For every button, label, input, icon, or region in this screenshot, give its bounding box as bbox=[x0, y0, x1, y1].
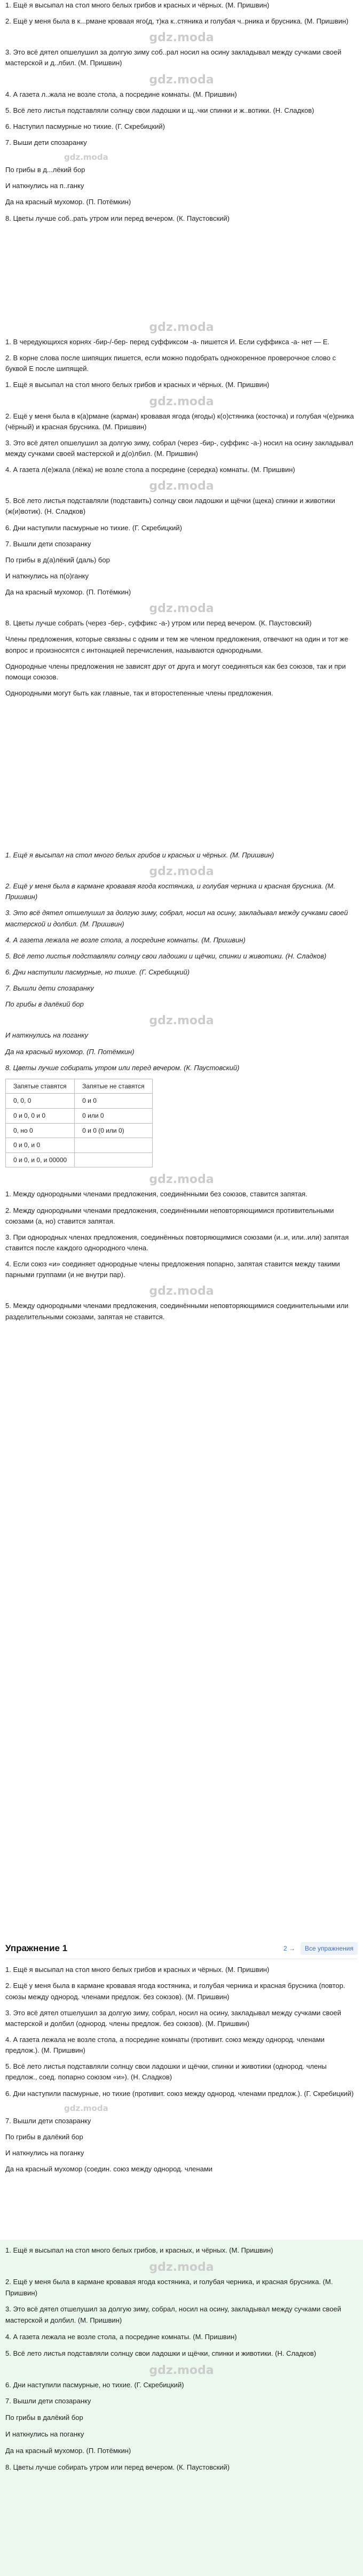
sentence-6: 6. Дни наступили пасмурные но тихие. (Г. Скребицкий) bbox=[5, 523, 182, 532]
sentence-1: 1. Ещё я высыпал на стол много белых грибов, и красных, и чёрных. (М. Пришвин) bbox=[5, 2246, 273, 2254]
poem-line-1: 7. Вышли дети спозаранку bbox=[5, 2397, 91, 2405]
sentence-1: 1. Ещё я высыпал на стол много белых грибов и красных и чёрных. (М. Пришвин) bbox=[5, 1966, 270, 1974]
sentence-5: 5. Всё лето листья подставляли солнцу свои ладошки и щ..чки спинки и ж..вотики. (Н. Сладков) bbox=[5, 106, 314, 114]
poem-line-2: По грибы в д...лёкий бор bbox=[5, 166, 85, 174]
sentence-3: 3. Это всё дятел опшелушил за долгую зиму соб..рал носил на осину закладывал между сучками своей мастерской и д..лбил. (М. Пришвин) bbox=[5, 48, 342, 67]
sentence-6: 6. Дни наступили пасмурные, но тихие. (Г. Скребицкий) bbox=[5, 968, 190, 976]
sentence-4: 4. А газета л..жала не возле стола, а посредине комнаты. (М. Пришвин) bbox=[5, 90, 237, 98]
poem-line-2: По грибы в далёкий бор bbox=[5, 2413, 83, 2422]
comma-rules-table bbox=[5, 1079, 153, 1168]
poem-line-3: И наткнулись на п..ганку bbox=[5, 182, 84, 190]
sentence-8: 8. Цветы лучше собрать (через -бер-, суффикс -а-) утром или перед вечером. (К. Паустовский) bbox=[5, 619, 312, 628]
watermark: gdz.moda bbox=[149, 865, 214, 879]
sentence-6: 6. Наступил пасмурные но тихие. (Г. Скребицкий) bbox=[5, 122, 165, 130]
rule-4: 4. Если союз «и» соединяет однородные члены предложения попарно, запятая ставится между такими парными группами (и не внутри пар). bbox=[5, 1260, 340, 1279]
poem-line-1: 7. Вышли дети спозаранку bbox=[5, 539, 91, 548]
poem-line-1: 7. Вышли дети спозаранку bbox=[5, 984, 94, 993]
table-cell: 0 и 0 bbox=[75, 1094, 152, 1109]
poem-line-4: Да на красный мухомор. (П. Потёмкин) bbox=[5, 588, 131, 597]
watermark: gdz.moda bbox=[149, 73, 214, 87]
sentence-4: 4. А газета л(е)жала (лёжа) не возле стола а посредине (середка) комнаты. (М. Пришвин) bbox=[5, 466, 295, 474]
poem-line-4: Да на красный мухомор. (П. Потёмкин) bbox=[5, 2446, 131, 2455]
table-row bbox=[6, 1152, 153, 1167]
poem-line-4: Да на красный мухомор (соедин. союз между однород. членами bbox=[5, 2165, 213, 2173]
highlighted-answer bbox=[0, 2240, 363, 2576]
sentence-2: 2. Ещё у меня была в кармане кровавая ягода костяника, и голубая черника, и красная брусника. (М. Пришвин) bbox=[5, 2277, 333, 2297]
all-exercises-button[interactable]: Все упражнения bbox=[301, 1942, 358, 1955]
sentence-8: 8. Цветы лучше соб..рать утром или перед вечером. (К. Паустовский) bbox=[5, 214, 230, 222]
sentence-2: 2. Ещё у меня была в к...рмане кроваая яго(д, т)ка к..стяника и голубая ч..рника и брусника. (М. Пришвин) bbox=[5, 17, 349, 26]
table-cell: 0, но 0 bbox=[6, 1123, 75, 1138]
table-cell: 0 и 0 (0 или 0) bbox=[75, 1123, 152, 1138]
sentence-4: 4. А газета лежала не возле стола, а посредине комнаты. (М. Пришвин) bbox=[5, 935, 246, 944]
table-cell bbox=[75, 1152, 152, 1167]
table-cell: 0 и 0, и 0 bbox=[6, 1138, 75, 1153]
rule-5: 5. Между однородными членами предложения, соединёнными неповторяющимися соединительными или разделительными союзами, запятая не ставится. bbox=[5, 1302, 349, 1321]
table-row bbox=[6, 1109, 153, 1124]
sentence-5: 5. Всё лето листья подставляли (подставить) солнцу свои ладошки и щёчки (щека) спинки и животики (ж(и)вотик). (Н. Сладков) bbox=[5, 497, 335, 516]
rule-3: 3. При однородных членах предложения, соединённых повторяющимися союзами (и..и, или..или) запятая ставится после каждого однородного члена. bbox=[5, 1233, 349, 1252]
watermark: gdz.moda bbox=[149, 394, 214, 408]
poem-line-3: И наткнулись на п(о)ганку bbox=[5, 571, 89, 580]
rule-1: 1. Между однородными членами предложения, соединёнными без союзов, ставится запятая. bbox=[5, 1190, 307, 1198]
poem-line-3: И наткнулись на поганку bbox=[5, 1031, 88, 1040]
sentence-2: 2. Ещё у меня была в кармане кровавая ягода костяника, и голубая черника и красная брусника. (М. Пришвин) bbox=[5, 882, 335, 901]
watermark: gdz.moda bbox=[149, 479, 214, 493]
definition-3: Однородными могут быть как главные, так и второстепенные члены предложения. bbox=[5, 689, 273, 697]
table-cell: 0 или 0 bbox=[75, 1109, 152, 1124]
sentence-3: 3. Это всё дятел отшелушил за долгую зиму, собрал, носил на осину, закладывал между сучками своей мастерской и долбил (однород. члены предлож. без союзов). (М. Пришвин) bbox=[5, 2008, 342, 2028]
sentence-8: 8. Цветы лучше собирать утром или перед вечером. (К. Паустовский) bbox=[5, 2463, 230, 2471]
sentence-6: 6. Дни наступили пасмурные, но тихие. (Г. Скребицкий) bbox=[5, 2380, 184, 2389]
definition: Члены предложения, которые связаны с одним и тем же членом предложения, отвечают на один и тот же вопрос и произносятся с интонацией перечисления, называются однородными. bbox=[5, 635, 349, 654]
poem-line-1: 7. Вышли дети спозаранку bbox=[5, 2116, 91, 2125]
sentence-1: 1. Ещё я высыпал на стол много белых грибов и красных и чёрных. (М. Пришвин) bbox=[5, 1, 270, 9]
rule-2: 2. Между однородными членами предложения, соединёнными неповторяющимися противительными союзами (а, но) ставится запятая. bbox=[5, 1206, 334, 1225]
answer-section-2 bbox=[0, 321, 363, 704]
sentence-1: 1. Ещё я высыпал на стол много белых грибов и красных и чёрных. (М. Пришвин) bbox=[5, 381, 270, 389]
exercise-nav bbox=[283, 1942, 358, 1955]
sentence-3: 3. Это всё дятел опшелушил за долгую зиму, собрал (через -бир-, суффикс -а-) носил на осину закладывал между сучками своей мастерской и д(о)лбил. (М. Пришвин) bbox=[5, 438, 353, 458]
watermark: gdz.moda bbox=[149, 2260, 214, 2274]
table-cell: 0 и 0, и 0, и 00000 bbox=[6, 1152, 75, 1167]
watermark: gdz.moda bbox=[149, 321, 214, 334]
rule-2: 2. В корне слова после шипящих пишется, если можно подобрать однокоренное проверочное слово с буквой Е после шипящей. bbox=[5, 354, 336, 373]
watermark: gdz.moda bbox=[149, 602, 214, 616]
sentence-8: 8. Цветы лучше собирать утром или перед вечером. (К. Паустовский) bbox=[5, 1063, 240, 1072]
sentence-3: 3. Это всё дятел отшелушил за долгую зиму, собрал, носил на осину, закладывал между сучками своей мастерской и долбил. (М. Пришвин) bbox=[5, 2305, 342, 2325]
sentence-2: 2. Ещё у меня была в кармане кровавая ягода костяника, и голубая черника и красная брусника (повтор. союзы между однород. членами предлож. без союзов). (М. Пришвин) bbox=[5, 1982, 345, 2001]
sentence-5: 5. Всё лето листья подставляли солнцу свои ладошки и щёчки, спинки и животики. (Н. Сладков) bbox=[5, 952, 327, 960]
next-exercise-link[interactable]: 2 → bbox=[283, 1944, 295, 1952]
table-header-cell: Запятые ставятся bbox=[6, 1079, 75, 1094]
table-header-row bbox=[6, 1079, 153, 1094]
poem-line-2: По грибы в далёкий бор bbox=[5, 2132, 83, 2141]
watermark: gdz.moda bbox=[149, 1285, 214, 1298]
watermark: gdz.moda bbox=[64, 2103, 108, 2113]
answer-section-3 bbox=[0, 850, 363, 1328]
table-cell bbox=[75, 1138, 152, 1153]
table-row bbox=[6, 1123, 153, 1138]
answer-section-1 bbox=[0, 0, 363, 229]
poem-line-4: Да на красный мухомор. (П. Потёмкин) bbox=[5, 1047, 135, 1056]
exercise-header bbox=[5, 1938, 358, 1959]
definition-2: Однородные члены предложения не зависят друг от друга и могут соединяться как без союзов, так и при помощи союзов. bbox=[5, 662, 346, 681]
watermark: gdz.moda bbox=[149, 1014, 214, 1028]
poem-line-2: По грибы в д(а)лёкий (даль) бор bbox=[5, 555, 110, 564]
table-row bbox=[6, 1138, 153, 1153]
poem-line-3: И наткнулись на поганку bbox=[5, 2430, 84, 2438]
table-header-cell: Запятые не ставятся bbox=[75, 1079, 152, 1094]
answer-section-4 bbox=[0, 1935, 363, 2180]
sentence-5: 5. Всё лето листья подставляли солнцу свои ладошки и щёчки, спинки и животики (однород. члены предлож., соед. попарно союзом «и»). (Н. Сладков) bbox=[5, 2062, 327, 2082]
sentence-4: 4. А газета лежала не возле стола, а посредине комнаты. (М. Пришвин) bbox=[5, 2332, 237, 2341]
poem-line-2: По грибы в далёкий бор bbox=[5, 1000, 84, 1009]
sentence-6: 6. Дни наступили пасмурные, но тихие (противит. союз между однород. членами предлож.). (Г. Скребицкий) bbox=[5, 2089, 354, 2098]
watermark: gdz.moda bbox=[149, 2363, 214, 2377]
poem-line-4: Да на красный мухомор. (П. Потёмкин) bbox=[5, 198, 131, 206]
table-cell: 0 и 0, 0 и 0 bbox=[6, 1109, 75, 1124]
sentence-1: 1. Ещё я высыпал на стол много белых грибов и красных и чёрных. (М. Пришвин) bbox=[5, 851, 274, 859]
poem-line-3: И наткнулись на поганку bbox=[5, 2149, 84, 2157]
table-cell: 0, 0, 0 bbox=[6, 1094, 75, 1109]
watermark: gdz.moda bbox=[64, 152, 108, 163]
exercise-title: Упражнение 1 bbox=[5, 1943, 68, 1953]
watermark: gdz.moda bbox=[149, 1173, 214, 1187]
sentence-2: 2. Ещё у меня была в к(а)рмане (карман) кровавая ягода (ягоды) к(о)стяника (косточка) и голубая ч(е)рника (чёрный) и красная брусника. (М. Пришвин) bbox=[5, 412, 354, 431]
poem-line-1: 7. Выши дети спозаранку bbox=[5, 138, 87, 146]
table-row bbox=[6, 1094, 153, 1109]
rule-1: 1. В чередующихся корнях -бир-/-бер- перед суффиксом -а- пишется И. Если суффикса -а- нет — Е. bbox=[5, 338, 330, 346]
sentence-3: 3. Это всё дятел отшелушил за долгую зиму, собрал, носил на осину, закладывал между сучками своей мастерской и долбил. (М. Пришвин) bbox=[5, 909, 348, 928]
watermark: gdz.moda bbox=[149, 31, 214, 45]
sentence-4: 4. А газета лежала не возле стола, а посредине комнаты (противит. союз между однород. членами предлож.). (М. Пришвин) bbox=[5, 2036, 325, 2055]
sentence-5: 5. Всё лето листья подставляли солнцу свои ладошки и щёчки, спинки и животики. (Н. Сладков) bbox=[5, 2349, 317, 2357]
